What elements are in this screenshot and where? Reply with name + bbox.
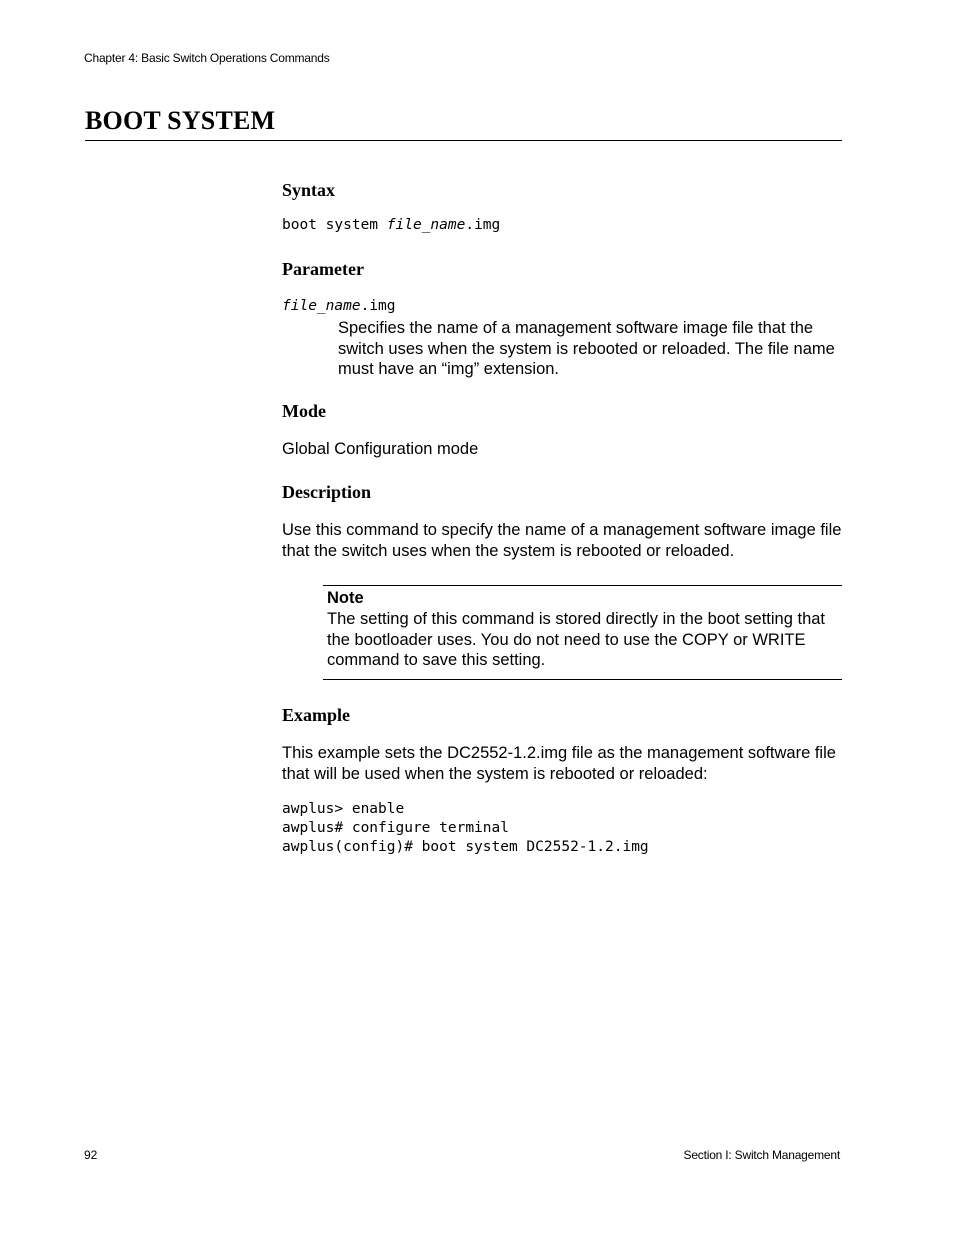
description-text: Use this command to specify the name of a management software image file that the switch uses when the system is rebooted or reloaded. <box>282 521 842 560</box>
syntax-command <box>282 217 500 233</box>
code-line: awplus# configure terminal <box>282 820 509 836</box>
note-bottom-rule <box>323 679 842 680</box>
footer-section: Section I: Switch Management <box>683 1148 840 1162</box>
code-line: awplus> enable <box>282 801 405 817</box>
note-label: Note <box>327 589 364 607</box>
mode-heading: Mode <box>282 401 326 421</box>
example-text: This example sets the DC2552-1.2.img file as the management software file that will be used when the system is rebooted or reloaded: <box>282 744 836 783</box>
note-text: The setting of this command is stored directly in the boot setting that the bootloader uses. You do not need to use the COPY or WRITE command to save this setting. <box>327 610 826 669</box>
syntax-command-suffix: .img <box>465 217 501 233</box>
page-number: 92 <box>84 1148 98 1162</box>
syntax-command-param: file_name <box>386 217 466 233</box>
parameter-name <box>282 298 396 314</box>
parameter-description: Specifies the name of a management software image file that the switch uses when the system is rebooted or reloaded. The file name must have an “img” extension. <box>338 319 835 378</box>
page-title: BOOT SYSTEM <box>85 106 276 135</box>
code-line: awplus(config)# boot system DC2552-1.2.img <box>282 839 649 855</box>
title-rule <box>85 140 842 141</box>
parameter-name-italic: file_name <box>282 298 361 314</box>
syntax-heading: Syntax <box>282 180 336 200</box>
note-top-rule <box>323 585 842 586</box>
mode-text: Global Configuration mode <box>282 440 479 458</box>
syntax-command-prefix: boot system <box>282 217 387 233</box>
running-head: Chapter 4: Basic Switch Operations Commands <box>84 51 330 65</box>
parameter-name-suffix: .img <box>360 298 396 314</box>
parameter-heading: Parameter <box>282 259 364 279</box>
example-code-block <box>282 800 649 857</box>
example-heading: Example <box>282 705 351 725</box>
description-heading: Description <box>282 482 371 502</box>
